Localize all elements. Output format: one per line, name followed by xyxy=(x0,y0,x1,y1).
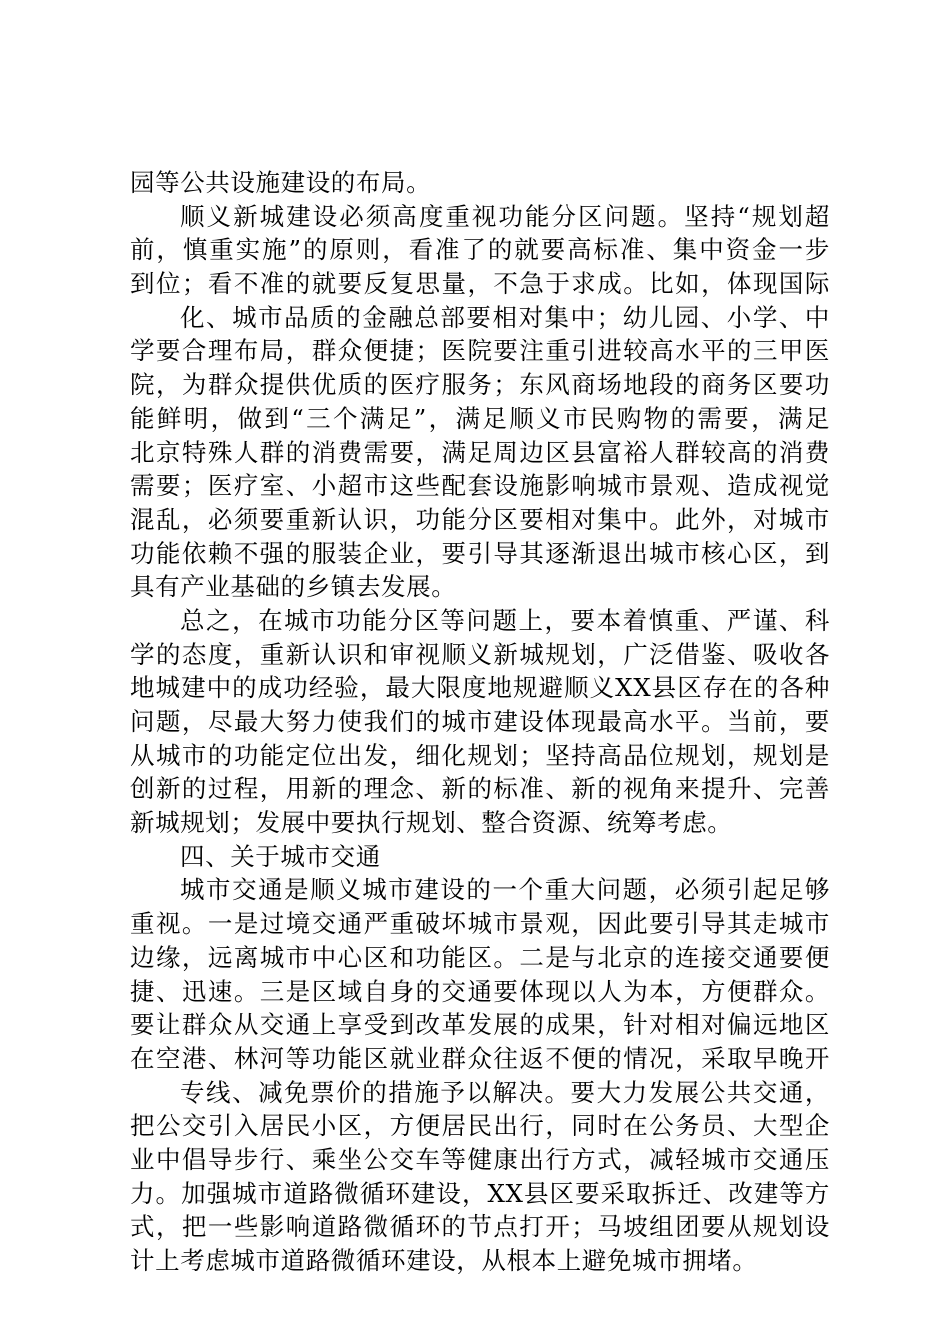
text-line: 捷、迅速。三是区域自身的交通要体现以人为本，方便群众。 xyxy=(130,976,830,1006)
text-line: 总之，在城市功能分区等问题上，要本着慎重、严谨、科 xyxy=(180,605,830,635)
text-line: 从城市的功能定位出发，细化规划；坚持高品位规划，规划是 xyxy=(130,740,830,770)
text-line: 地城建中的成功经验，最大限度地规避顺义XX县区存在的各种 xyxy=(130,673,830,703)
text-line: 要让群众从交通上享受到改革发展的成果，针对相对偏远地区 xyxy=(130,1010,830,1040)
text-line: 学的态度，重新认识和审视顺义新城规划，广泛借鉴、吸收各 xyxy=(130,639,830,669)
text-line: 具有产业基础的乡镇去发展。 xyxy=(130,572,457,602)
text-line: 到位；看不准的就要反复思量，不急于求成。比如，体现国际 xyxy=(130,269,830,299)
text-line: 园等公共设施建设的布局。 xyxy=(130,168,432,197)
text-line: 力。加强城市道路微循环建设，XX县区要采取拆迁、改建等方 xyxy=(130,1178,830,1208)
text-line: 创新的过程，用新的理念、新的标准、新的视角来提升、完善 xyxy=(130,774,830,804)
text-line: 专线、减免票价的措施予以解决。要大力发展公共交通， xyxy=(180,1077,830,1107)
text-line: 需要；医疗室、小超市这些配套设施影响城市景观、造成视觉 xyxy=(130,471,830,501)
text-line: 四、关于城市交通 xyxy=(180,841,381,871)
document-body xyxy=(130,166,830,1278)
text-line: 院，为群众提供优质的医疗服务；东风商场地段的商务区要功 xyxy=(130,370,830,400)
text-line: 业中倡导步行、乘坐公交车等健康出行方式，减轻城市交通压 xyxy=(130,1144,830,1174)
text-line: 城市交通是顺义城市建设的一个重大问题，必须引起足够 xyxy=(180,875,830,905)
text-line: 能鲜明，做到“三个满足”，满足顺义市民购物的需要，满足 xyxy=(130,403,830,433)
text-line: 功能依赖不强的服装企业，要引导其逐渐退出城市核心区，到 xyxy=(130,538,830,568)
text-line: 在空港、林河等功能区就业群众往返不便的情况，采取早晚开 xyxy=(130,1043,830,1073)
text-line: 式，把一些影响道路微循环的节点打开；马坡组团要从规划设 xyxy=(130,1212,830,1242)
text-line: 计上考虑城市道路微循环建设，从根本上避免城市拥堵。 xyxy=(130,1246,758,1275)
text-line: 把公交引入居民小区，方便居民出行，同时在公务员、大型企 xyxy=(130,1111,830,1141)
text-line: 问题，尽最大努力使我们的城市建设体现最高水平。当前，要 xyxy=(130,707,830,736)
text-line: 顺义新城建设必须高度重视功能分区问题。坚持“规划超 xyxy=(180,201,830,231)
text-line: 学要合理布局，群众便捷；医院要注重引进较高水平的三甲医 xyxy=(130,336,830,366)
text-line: 新城规划；发展中要执行规划、整合资源、统筹考虑。 xyxy=(130,808,733,838)
text-line: 重视。一是过境交通严重破坏城市景观，因此要引导其走城市 xyxy=(130,909,830,939)
text-line: 北京特殊人群的消费需要，满足周边区县富裕人群较高的消费 xyxy=(130,437,830,467)
text-line: 化、城市品质的金融总部要相对集中；幼儿园、小学、中 xyxy=(180,302,830,332)
text-line: 边缘，远离城市中心区和功能区。二是与北京的连接交通要便 xyxy=(130,942,830,972)
text-line: 前，慎重实施”的原则，看准了的就要高标准、集中资金一步 xyxy=(130,235,830,265)
text-line: 混乱，必须要重新认识，功能分区要相对集中。此外，对城市 xyxy=(130,504,830,534)
